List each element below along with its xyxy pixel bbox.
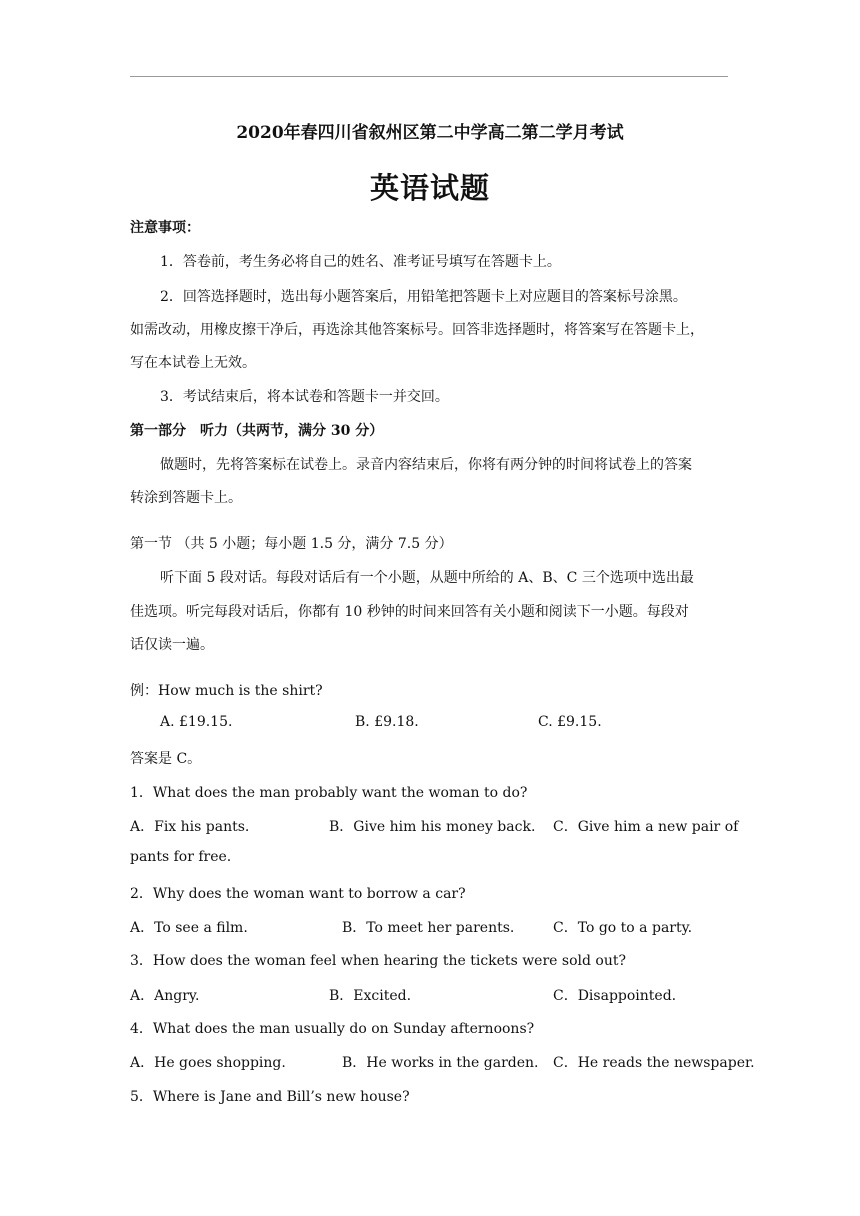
question-1-option-c-continued: pants for free. bbox=[130, 849, 232, 865]
subject-title: 英语试题 bbox=[369, 171, 490, 205]
example-answer: 答案是 C。 bbox=[130, 751, 202, 767]
question-4-option-a: A．He goes shopping. bbox=[130, 1055, 286, 1071]
question-3-option-a: A．Angry. bbox=[130, 988, 200, 1004]
question-1-stem: 1．What does the man probably want the woman to do? bbox=[130, 785, 528, 801]
section1-intro-line-3: 话仅读一遍。 bbox=[130, 637, 214, 653]
question-2-option-a: A．To see a film. bbox=[130, 920, 248, 936]
notice-item-1: 1．答卷前，考生务必将自己的姓名、准考证号填写在答题卡上。 bbox=[160, 254, 561, 270]
section1-intro-line-1: 听下面 5 段对话。每段对话后有一个小题，从题中所给的 A、B、C 三个选项中选出最 bbox=[160, 570, 694, 586]
example-question: 例：How much is the shirt? bbox=[130, 683, 323, 699]
notice-item-2-line-1: 2．回答选择题时，选出每小题答案后，用铅笔把答题卡上对应题目的答案标号涂黑。 bbox=[160, 289, 687, 305]
question-3-option-b: B．Excited. bbox=[329, 988, 412, 1004]
question-4-stem: 4．What does the man usually do on Sunday afternoons? bbox=[130, 1021, 535, 1037]
question-4-option-b: B．He works in the garden. bbox=[342, 1055, 539, 1071]
header-rule bbox=[130, 76, 728, 77]
question-3-stem: 3．How does the woman feel when hearing the tickets were sold out? bbox=[130, 953, 626, 969]
example-option-b: B. £9.18. bbox=[355, 714, 419, 730]
question-4-option-c: C．He reads the newspaper. bbox=[553, 1055, 755, 1071]
notice-item-3: 3．考试结束后，将本试卷和答题卡一并交回。 bbox=[160, 389, 449, 405]
question-5-stem: 5．Where is Jane and Bill’s new house? bbox=[130, 1089, 410, 1105]
question-1-option-a: A．Fix his pants. bbox=[130, 819, 250, 835]
part1-intro-line-2: 转涂到答题卡上。 bbox=[130, 490, 242, 506]
notice-heading: 注意事项： bbox=[130, 220, 200, 236]
exam-title: 2020年春四川省叙州区第二中学高二第二学月考试 bbox=[236, 123, 624, 143]
part1-heading: 第一部分 听力（共两节，满分 30 分） bbox=[130, 423, 384, 439]
example-option-c: C. £9.15. bbox=[538, 714, 602, 730]
question-3-option-c: C．Disappointed. bbox=[553, 988, 677, 1004]
section1-heading: 第一节 （共 5 小题；每小题 1.5 分，满分 7.5 分） bbox=[130, 536, 453, 552]
notice-item-2-line-2: 如需改动，用橡皮擦干净后，再选涂其他答案标号。回答非选择题时，将答案写在答题卡上， bbox=[130, 322, 704, 338]
part1-intro-line-1: 做题时，先将答案标在试卷上。录音内容结束后，你将有两分钟的时间将试卷上的答案 bbox=[160, 457, 692, 473]
question-1-option-b: B．Give him his money back. bbox=[329, 819, 536, 835]
question-2-stem: 2．Why does the woman want to borrow a car? bbox=[130, 886, 466, 902]
section1-intro-line-2: 佳选项。听完每段对话后，你都有 10 秒钟的时间来回答有关小题和阅读下一小题。每段对 bbox=[130, 604, 689, 620]
question-1-option-c: C．Give him a new pair of bbox=[553, 819, 739, 835]
example-option-a: A. £19.15. bbox=[160, 714, 233, 730]
question-2-option-c: C．To go to a party. bbox=[553, 920, 693, 936]
notice-item-2-line-3: 写在本试卷上无效。 bbox=[130, 355, 256, 371]
question-2-option-b: B．To meet her parents. bbox=[342, 920, 515, 936]
